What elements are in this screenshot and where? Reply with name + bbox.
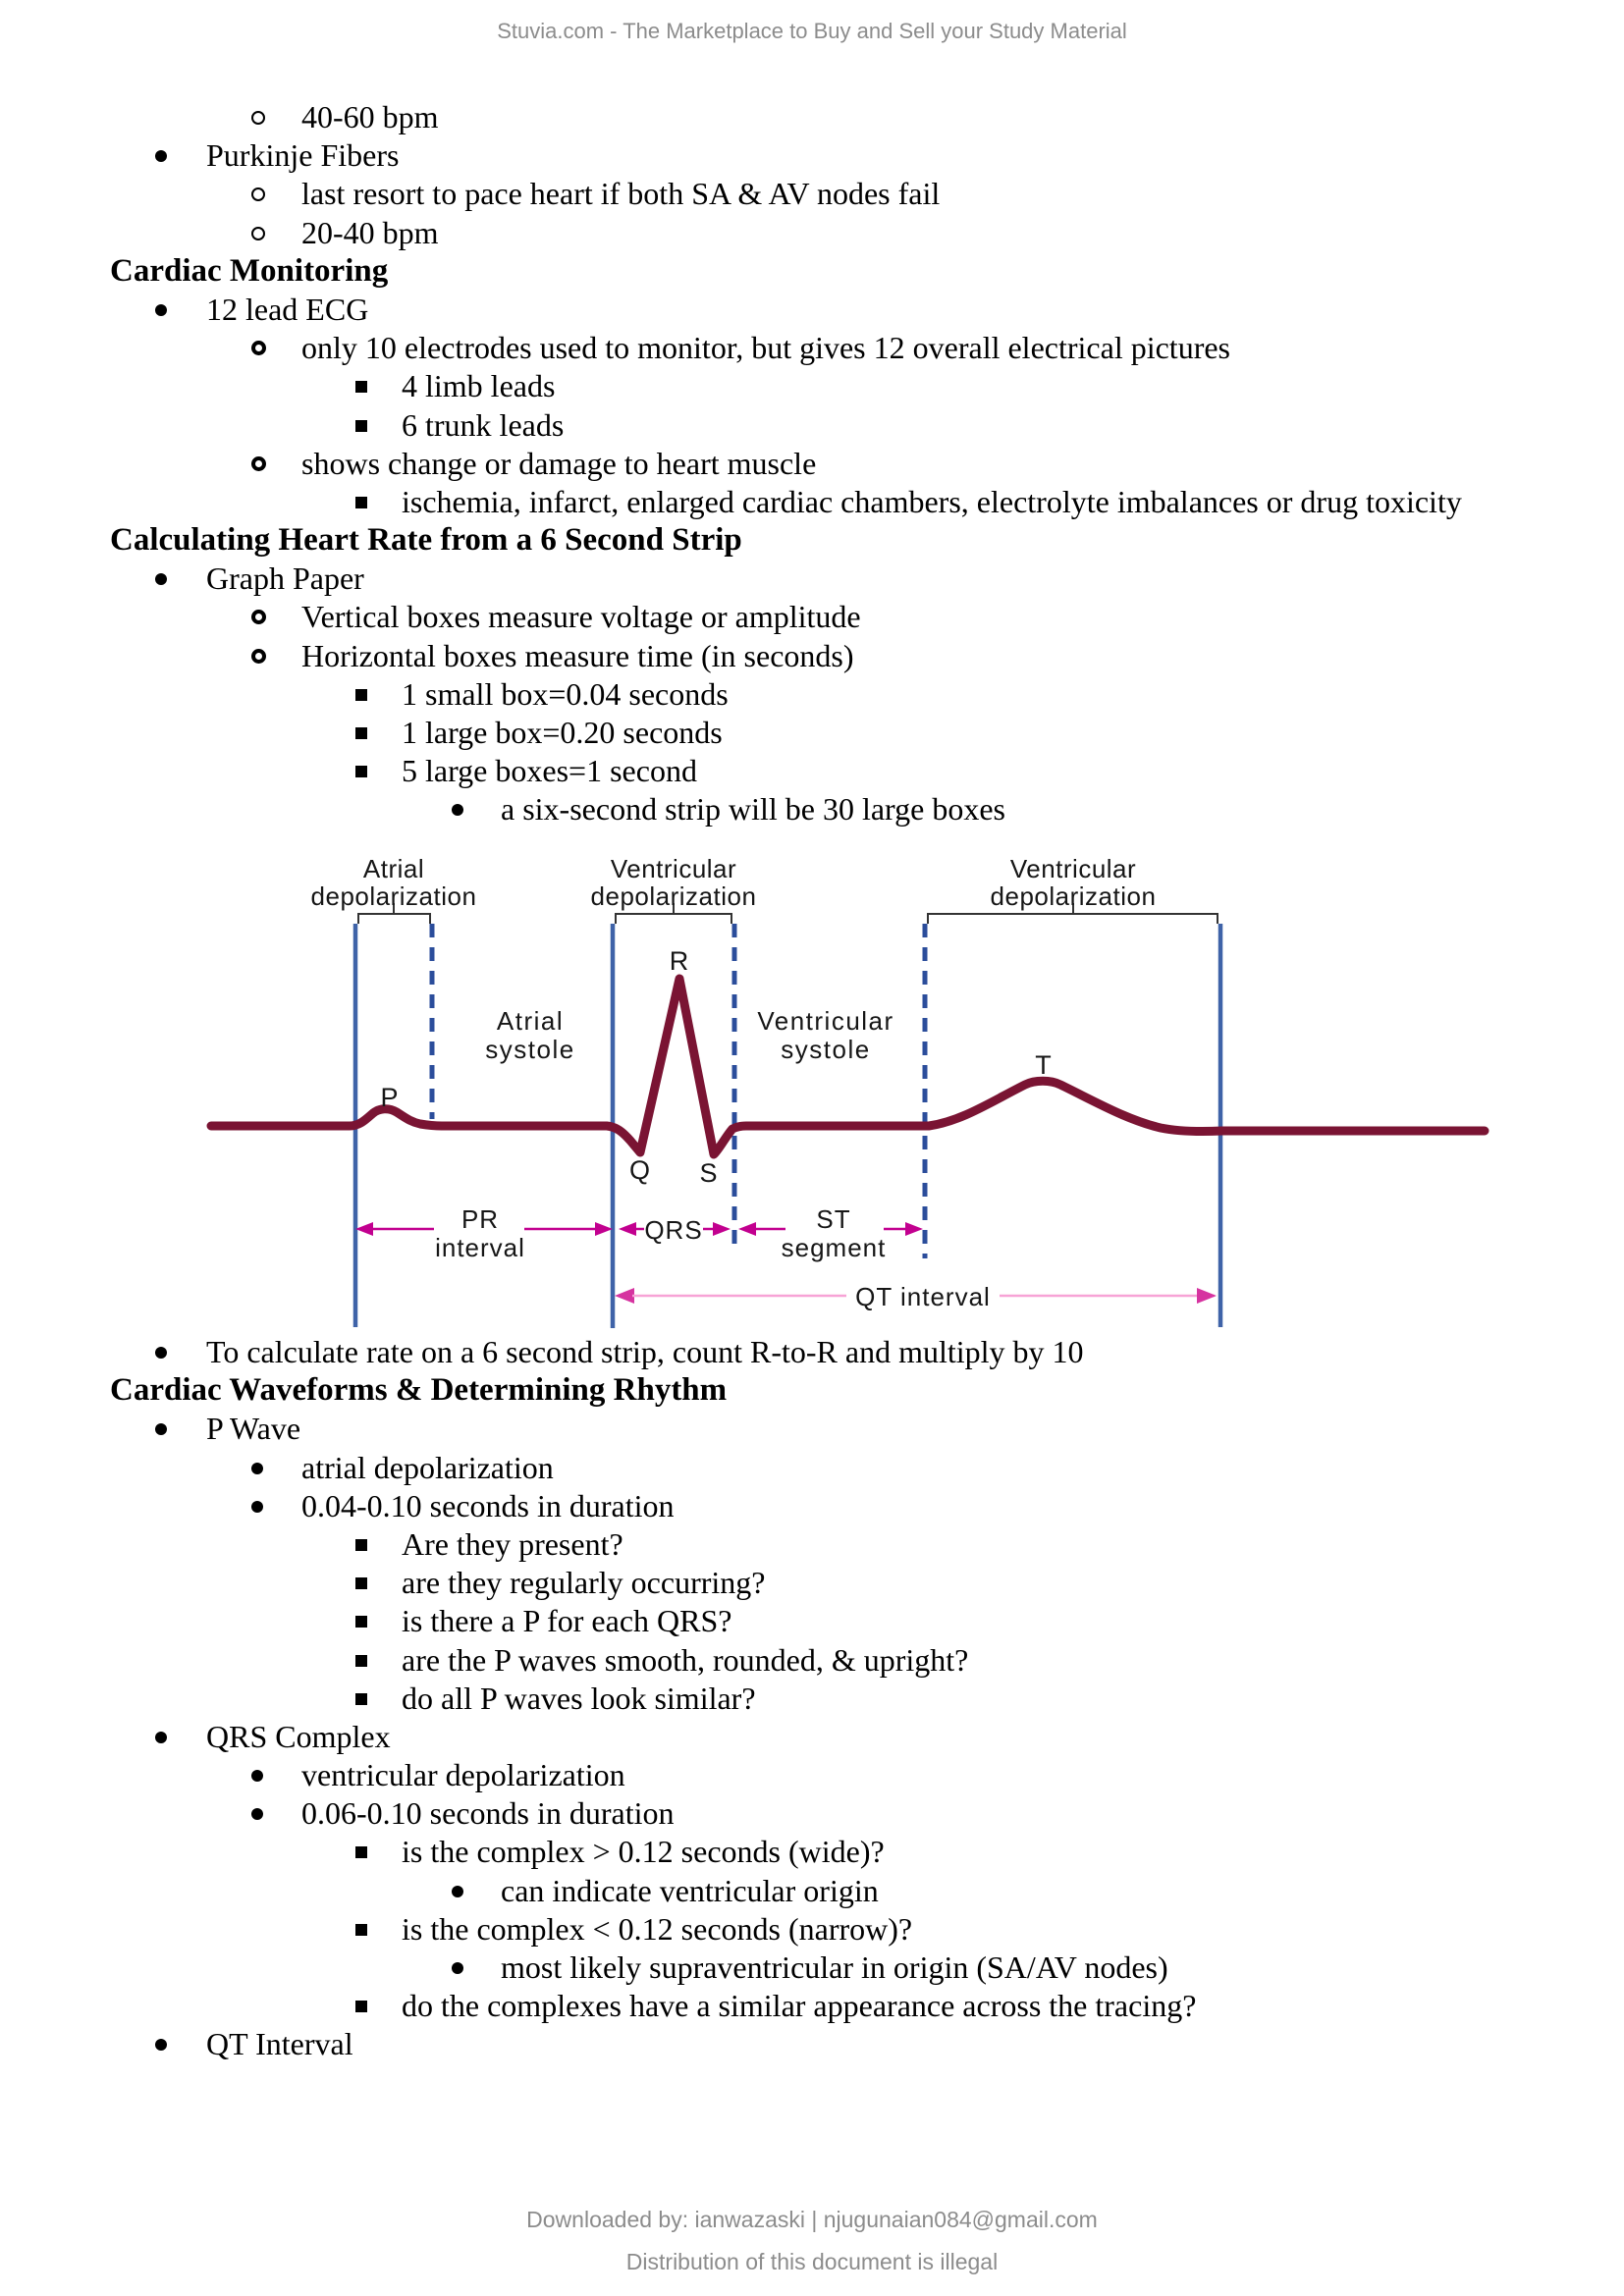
list-item-text: 6 trunk leads xyxy=(402,406,565,443)
list-item xyxy=(0,1833,1624,1871)
bullet-disc-icon xyxy=(155,304,167,316)
bullet-square-icon xyxy=(355,2001,367,2012)
bullet-square-icon xyxy=(355,1693,367,1705)
bullet-square-icon xyxy=(355,1539,367,1551)
list-item xyxy=(0,1756,1624,1794)
list-item xyxy=(0,790,1624,828)
footer-warning: Distribution of this document is illegal xyxy=(625,2249,999,2274)
bullet-square-icon xyxy=(355,1846,367,1858)
list-item-text: are they regularly occurring? xyxy=(402,1565,766,1601)
list-item xyxy=(0,1910,1624,1949)
list-item xyxy=(0,637,1624,675)
bullet-disc-icon xyxy=(155,1423,167,1435)
list-item xyxy=(0,1641,1624,1680)
interval-label: QRS xyxy=(644,1215,703,1245)
list-item-text: 40-60 bpm xyxy=(301,99,439,134)
wave-letter: Q xyxy=(628,1155,652,1185)
bullet-disc-icon xyxy=(251,1770,263,1782)
heading-text: Cardiac Waveforms & Determining Rhythm xyxy=(110,1372,728,1409)
bullet-square-icon xyxy=(355,1577,367,1589)
bullet-disc-icon xyxy=(155,150,167,162)
list-item xyxy=(0,560,1624,598)
list-item xyxy=(0,1987,1624,2025)
bullet-disc-icon xyxy=(155,1347,167,1359)
bullet-disc-icon xyxy=(452,1886,463,1897)
bullet-circle-icon xyxy=(251,111,265,125)
list-item xyxy=(0,675,1624,714)
bullet-circle-icon xyxy=(251,341,266,355)
bullet-disc-icon xyxy=(251,1808,263,1820)
notes-list-top xyxy=(0,98,1624,829)
list-item-text: is there a P for each QRS? xyxy=(402,1603,732,1639)
list-item xyxy=(0,1333,1624,1371)
list-item xyxy=(0,136,1624,175)
list-item-text: P Wave xyxy=(206,1411,301,1447)
list-item xyxy=(0,1872,1624,1910)
phase-label: depolarization xyxy=(990,881,1157,911)
bullet-circle-icon xyxy=(251,187,265,201)
list-item-text: do all P waves look similar? xyxy=(402,1680,756,1716)
list-item-text: Graph Paper xyxy=(206,561,364,597)
list-item xyxy=(0,98,1624,136)
list-item-text: is the complex > 0.12 seconds (wide)? xyxy=(402,1834,885,1870)
notes-list-bottom xyxy=(0,1333,1624,2064)
section-heading xyxy=(0,1371,1624,1410)
list-item xyxy=(0,1487,1624,1525)
watermark-header: Stuvia.com - The Marketplace to Buy and Sell your Study Material xyxy=(497,19,1127,43)
list-item xyxy=(0,598,1624,636)
section-heading xyxy=(0,521,1624,560)
list-item-text: 20-40 bpm xyxy=(301,214,439,250)
interval-arrowhead xyxy=(355,1222,373,1236)
interval-arrowhead xyxy=(905,1222,923,1236)
list-item-text: 1 small box=0.04 seconds xyxy=(402,675,729,712)
bullet-square-icon xyxy=(355,497,367,508)
list-item xyxy=(0,1410,1624,1448)
list-item-text: Vertical boxes measure voltage or amplitude xyxy=(301,599,861,635)
list-item-text: 12 lead ECG xyxy=(206,291,369,327)
list-item-text: QT Interval xyxy=(206,2026,353,2062)
bullet-disc-icon xyxy=(155,573,167,585)
interval-arrowhead xyxy=(1197,1288,1217,1304)
list-item xyxy=(0,445,1624,483)
list-item xyxy=(0,1564,1624,1602)
list-item xyxy=(0,2025,1624,2063)
bullet-disc-icon xyxy=(155,1732,167,1743)
bullet-disc-icon xyxy=(452,1962,463,1974)
wave-letter: S xyxy=(699,1158,719,1188)
bullet-square-icon xyxy=(355,1616,367,1628)
list-item-text: 0.06-0.10 seconds in duration xyxy=(301,1795,675,1832)
list-item-text: Horizontal boxes measure time (in seconds) xyxy=(301,637,854,673)
list-item-text: Are they present? xyxy=(402,1525,623,1562)
list-item-text: last resort to pace heart if both SA & AV nodes fail xyxy=(301,176,941,212)
bullet-square-icon xyxy=(355,381,367,393)
list-item-text: most likely supraventricular in origin (SA/AV nodes) xyxy=(501,1949,1168,1985)
list-item xyxy=(0,291,1624,329)
interval-label: ST xyxy=(816,1204,851,1234)
list-item-text: only 10 electrodes used to monitor, but gives 12 overall electrical pictures xyxy=(301,330,1230,366)
interval-label: segment xyxy=(781,1233,887,1262)
list-item-text: shows change or damage to heart muscle xyxy=(301,445,817,481)
list-item-text: ventricular depolarization xyxy=(301,1757,625,1793)
list-item xyxy=(0,1680,1624,1718)
list-item-text: do the complexes have a similar appearance across the tracing? xyxy=(402,1988,1197,2024)
interval-arrowhead xyxy=(738,1222,756,1236)
list-item-text: To calculate rate on a 6 second strip, count R-to-R and multiply by 10 xyxy=(206,1334,1084,1369)
list-item xyxy=(0,329,1624,367)
systole-label: Ventricular xyxy=(757,1006,894,1036)
list-item-text: 1 large box=0.20 seconds xyxy=(402,715,723,750)
interval-arrowhead xyxy=(713,1222,731,1236)
list-item-text: atrial depolarization xyxy=(301,1449,554,1485)
phase-label: Ventricular xyxy=(610,854,737,883)
bullet-circle-icon xyxy=(251,227,265,240)
systole-label: Atrial xyxy=(496,1006,565,1036)
heading-text: Cardiac Monitoring xyxy=(110,252,389,289)
list-item xyxy=(0,1794,1624,1833)
interval-arrowhead xyxy=(615,1288,634,1304)
interval-label: PR xyxy=(460,1204,500,1234)
systole-label: systole xyxy=(781,1035,871,1064)
list-item-text: can indicate ventricular origin xyxy=(501,1872,879,1908)
section-heading xyxy=(0,252,1624,291)
interval-label: QT interval xyxy=(855,1282,991,1311)
list-item xyxy=(0,1718,1624,1756)
list-item-text: 4 limb leads xyxy=(402,368,556,404)
heading-text: Calculating Heart Rate from a 6 Second Strip xyxy=(110,522,742,559)
bullet-circle-icon xyxy=(251,610,266,624)
ecg-trace xyxy=(211,979,1485,1154)
bullet-square-icon xyxy=(355,727,367,739)
list-item xyxy=(0,1525,1624,1564)
phase-label: depolarization xyxy=(310,881,477,911)
list-item-text: a six-second strip will be 30 large boxes xyxy=(501,791,1005,828)
list-item-text: 5 large boxes=1 second xyxy=(402,753,697,789)
systole-label: systole xyxy=(485,1035,575,1064)
list-item xyxy=(0,752,1624,790)
list-item xyxy=(0,1602,1624,1640)
bullet-disc-icon xyxy=(452,804,463,816)
list-item-text: is the complex < 0.12 seconds (narrow)? xyxy=(402,1910,913,1947)
bullet-disc-icon xyxy=(251,1463,263,1474)
list-item xyxy=(0,367,1624,405)
footer-downloaded-by: Downloaded by: ianwazaski | njugunaian084@gmail.com xyxy=(526,2207,1098,2232)
phase-label: depolarization xyxy=(590,881,757,911)
interval-arrowhead xyxy=(619,1222,636,1236)
list-item xyxy=(0,714,1624,752)
list-item-text: are the P waves smooth, rounded, & upright? xyxy=(402,1641,969,1678)
list-item xyxy=(0,175,1624,213)
wave-letter: T xyxy=(1035,1050,1053,1080)
list-item-text: ischemia, infarct, enlarged cardiac chambers, electrolyte imbalances or drug toxicity xyxy=(402,483,1462,519)
bullet-circle-icon xyxy=(251,649,266,664)
bullet-square-icon xyxy=(355,420,367,432)
list-item-text: 0.04-0.10 seconds in duration xyxy=(301,1487,675,1523)
wave-letter: R xyxy=(669,946,690,976)
list-item xyxy=(0,483,1624,521)
list-item-text: QRS Complex xyxy=(206,1718,391,1754)
bullet-disc-icon xyxy=(155,2039,167,2051)
list-item xyxy=(0,1949,1624,1987)
ecg-diagram xyxy=(0,850,1624,1341)
bullet-square-icon xyxy=(355,1655,367,1667)
wave-letter: P xyxy=(380,1083,400,1112)
list-item xyxy=(0,406,1624,445)
bullet-square-icon xyxy=(355,766,367,777)
list-item-text: Purkinje Fibers xyxy=(206,137,400,174)
bullet-square-icon xyxy=(355,689,367,701)
interval-label: interval xyxy=(435,1233,525,1262)
list-item xyxy=(0,214,1624,252)
bullet-disc-icon xyxy=(251,1501,263,1513)
bullet-square-icon xyxy=(355,1924,367,1936)
phase-label: Ventricular xyxy=(1009,854,1137,883)
bullet-circle-icon xyxy=(251,456,266,471)
interval-arrowhead xyxy=(595,1222,613,1236)
list-item xyxy=(0,1449,1624,1487)
phase-label: Atrial xyxy=(362,854,425,883)
